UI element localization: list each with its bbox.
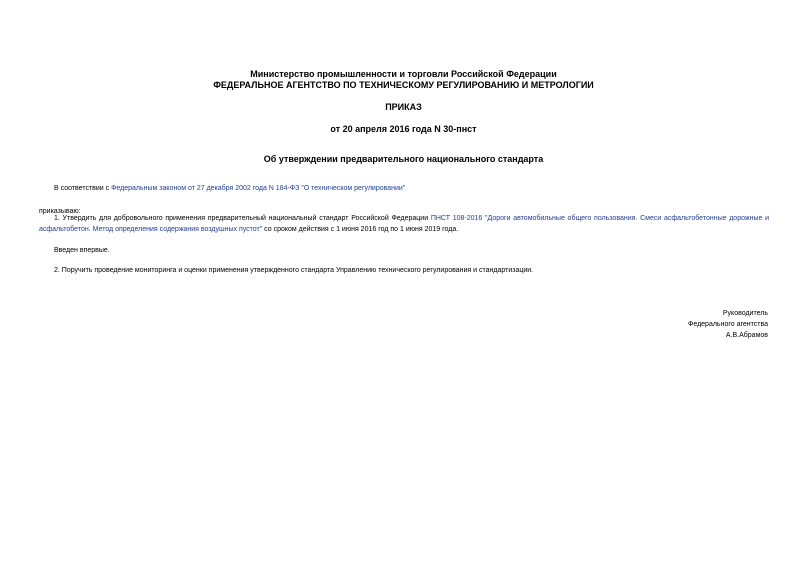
basis-paragraph <box>39 183 769 194</box>
signature-org: Федерального агентства <box>688 321 768 328</box>
basis-prefix: В соответствии с <box>54 185 112 192</box>
signature-name: А.В.Абрамов <box>725 332 768 339</box>
document-date-number: от 20 апреля 2016 года N 30-пнст <box>330 124 477 134</box>
federal-law-link[interactable]: Федеральным законом от 27 декабря 2002 года N 184-ФЗ "О техническом регулировании" <box>111 185 406 192</box>
item-1-suffix: со сроком действия с 1 июня 2016 год по 1 июня 2019 года. <box>262 226 459 233</box>
first-introduced-note: Введен впервые. <box>54 247 110 254</box>
document-subject: Об утверждении предварительного национального стандарта <box>263 154 544 164</box>
agency-title: ФЕДЕРАЛЬНОЕ АГЕНТСТВО ПО ТЕХНИЧЕСКОМУ РЕГУЛИРОВАНИЮ И МЕТРОЛОГИИ <box>213 80 594 90</box>
order-word: приказываю: <box>39 208 81 215</box>
standard-link[interactable]: ПНСТ 108-2016 "Дороги автомобильные общего пользования. Смеси асфальтобетонные дорожные и асфальтобетон. Метод определения содержания воздушных пустот" <box>39 215 770 233</box>
item-1-prefix: 1. Утвердить для добровольного применения предварительный национальный стандарт Российской Федерации <box>54 215 431 222</box>
ministry-title: Министерство промышленности и торговли Российской Федерации <box>250 69 557 79</box>
document-type: ПРИКАЗ <box>385 102 422 112</box>
item-2-paragraph: 2. Поручить проведение мониторинга и оценки применения утвержденного стандарта Управлению технического регулирования и стандартизации. <box>54 267 534 274</box>
signature-title: Руководитель <box>722 310 768 317</box>
item-1-paragraph <box>39 213 769 235</box>
